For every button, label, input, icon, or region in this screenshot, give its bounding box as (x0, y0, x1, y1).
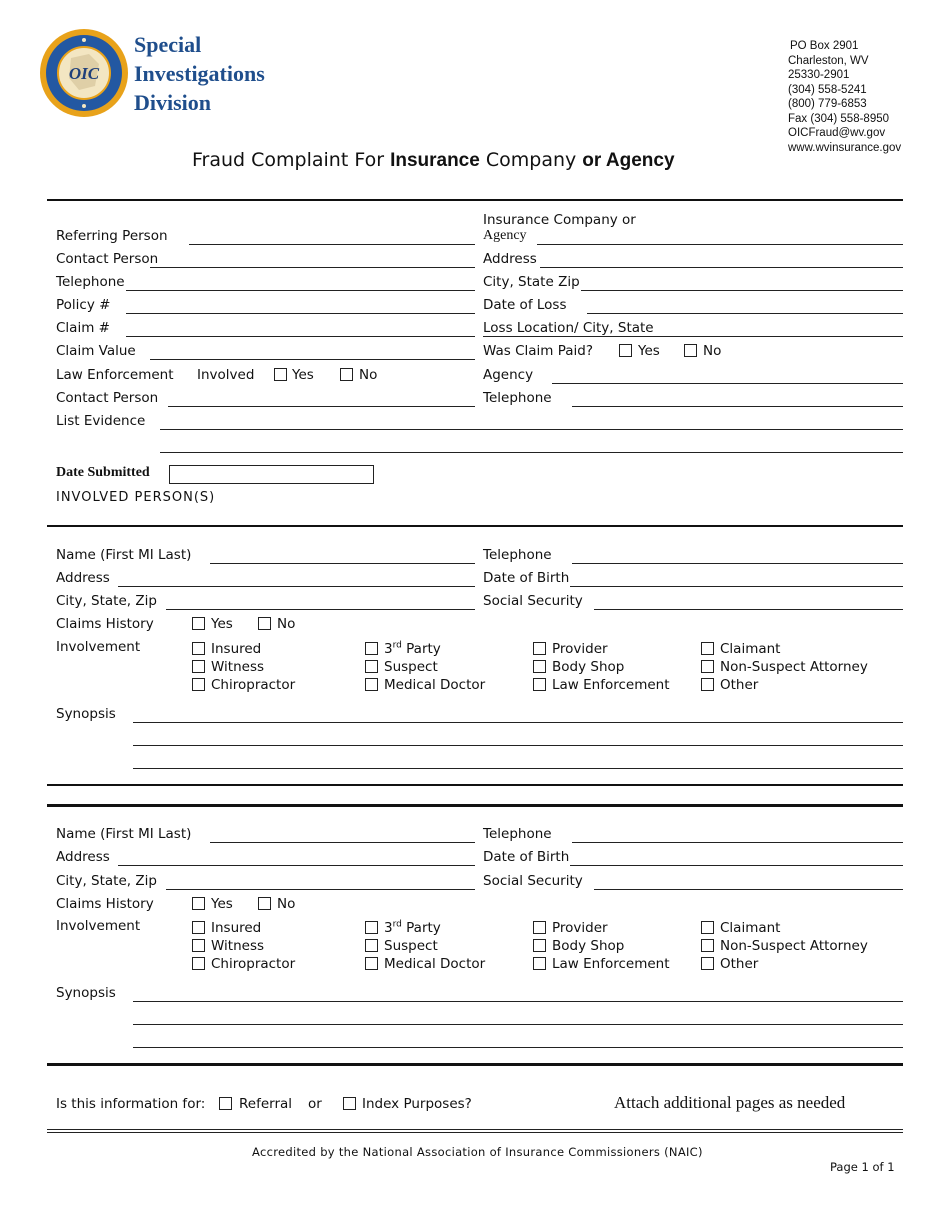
law-enforcement-no-label: No (359, 367, 378, 383)
person2-other-label: Other (720, 956, 759, 972)
oic-seal-icon (39, 28, 129, 118)
contact-zip: 25330-2901 (788, 69, 850, 81)
person2-law-enforcement-label: Law Enforcement (552, 956, 670, 972)
person1-claims-yes-label: Yes (211, 616, 233, 632)
person2-witness-checkbox[interactable] (192, 939, 205, 952)
person2-medical-doctor-checkbox[interactable] (365, 957, 378, 970)
list-evidence-field-1[interactable] (160, 429, 903, 430)
section-divider-4 (47, 1063, 903, 1066)
agency-telephone-field[interactable] (572, 406, 903, 407)
person2-dob-field[interactable] (570, 865, 903, 866)
person1-witness-checkbox[interactable] (192, 660, 205, 673)
list-evidence-label: List Evidence (56, 413, 146, 429)
information-purpose-question: Is this information for: (56, 1096, 206, 1112)
date-submitted-label: Date Submitted (56, 465, 150, 480)
person2-other-checkbox[interactable] (701, 957, 714, 970)
person1-third-party-label: 3rd Party (384, 640, 441, 657)
person1-non-suspect-attorney-checkbox[interactable] (701, 660, 714, 673)
person2-claimant-checkbox[interactable] (701, 921, 714, 934)
contact-website: www.wvinsurance.gov (788, 141, 902, 154)
person1-body-shop-checkbox[interactable] (533, 660, 546, 673)
person1-witness-label: Witness (211, 659, 265, 675)
person1-provider-label: Provider (552, 641, 608, 657)
person1-body-shop-label: Body Shop (552, 659, 625, 675)
referral-label: Referral (239, 1096, 293, 1112)
person1-claims-yes-checkbox[interactable] (192, 617, 205, 630)
contact-city: Charleston, WV (788, 54, 869, 67)
person2-non-suspect-attorney-label: Non-Suspect Attorney (720, 938, 868, 954)
contact-phone-1: (304) 558-5241 (788, 83, 867, 96)
person2-claims-yes-label: Yes (211, 896, 233, 912)
person1-suspect-checkbox[interactable] (365, 660, 378, 673)
list-evidence-field-2[interactable] (160, 452, 903, 453)
person2-city-label: City, State, Zip (56, 873, 157, 889)
person2-insured-label: Insured (211, 920, 262, 936)
person2-synopsis-label: Synopsis (56, 985, 116, 1001)
page-number: Page 1 of 1 (830, 1160, 895, 1174)
person1-address-field[interactable] (118, 586, 475, 587)
claim-value-field[interactable] (150, 359, 475, 360)
person2-provider-label: Provider (552, 920, 608, 936)
division-title-line3: Division (134, 90, 212, 115)
contact-person-field[interactable] (150, 267, 475, 268)
person2-address-field[interactable] (118, 865, 475, 866)
referral-checkbox[interactable] (219, 1097, 232, 1110)
le-contact-person-field[interactable] (168, 406, 475, 407)
person2-third-party-label: 3rd Party (384, 919, 441, 936)
person1-chiropractor-checkbox[interactable] (192, 678, 205, 691)
person1-synopsis-field-2[interactable] (133, 745, 903, 746)
person1-insured-label: Insured (211, 641, 262, 657)
person1-telephone-field[interactable] (572, 563, 903, 564)
person1-third-party-checkbox[interactable] (365, 642, 378, 655)
insurance-company-field[interactable] (537, 244, 903, 245)
loss-location-label: Loss Location/ City, State (483, 320, 654, 336)
telephone-field[interactable] (126, 290, 475, 291)
person2-insured-checkbox[interactable] (192, 921, 205, 934)
person1-claimant-checkbox[interactable] (701, 642, 714, 655)
section-divider-3b (47, 804, 903, 807)
contact-email: OICFraud@wv.gov (788, 127, 886, 139)
person2-city-field[interactable] (166, 889, 475, 890)
person2-involvement-label: Involvement (56, 918, 141, 934)
person1-city-label: City, State, Zip (56, 593, 157, 609)
law-enforcement-yes-checkbox[interactable] (274, 368, 287, 381)
person2-telephone-label: Telephone (483, 826, 552, 842)
person1-other-checkbox[interactable] (701, 678, 714, 691)
claim-paid-yes-checkbox[interactable] (619, 344, 632, 357)
person2-synopsis-field-1[interactable] (133, 1001, 903, 1002)
agency-label: Agency (483, 367, 534, 383)
person2-name-label: Name (First MI Last) (56, 826, 192, 842)
person1-synopsis-field-1[interactable] (133, 722, 903, 723)
loss-location-field[interactable] (483, 336, 903, 337)
person1-chiropractor-label: Chiropractor (211, 677, 296, 693)
section-divider-3a (47, 784, 903, 786)
date-of-loss-field[interactable] (587, 313, 903, 314)
law-enforcement-label: Law Enforcement (56, 367, 174, 383)
footer-divider-b (47, 1132, 903, 1133)
claim-paid-no-checkbox[interactable] (684, 344, 697, 357)
claim-value-label: Claim Value (56, 343, 136, 359)
claim-paid-no-label: No (703, 343, 722, 359)
form-title: Fraud Complaint For Insurance Company or Agency (192, 149, 675, 171)
agency-field[interactable] (552, 383, 903, 384)
date-submitted-input[interactable] (169, 465, 374, 484)
person2-body-shop-label: Body Shop (552, 938, 625, 954)
person1-provider-checkbox[interactable] (533, 642, 546, 655)
person1-insured-checkbox[interactable] (192, 642, 205, 655)
person1-address-label: Address (56, 570, 110, 586)
person1-ssn-label: Social Security (483, 593, 583, 609)
person1-synopsis-label: Synopsis (56, 706, 116, 722)
person1-claims-no-label: No (277, 616, 296, 632)
person1-telephone-label: Telephone (483, 547, 552, 563)
company-address-label: Address (483, 251, 537, 267)
contact-phone-2: (800) 779-6853 (788, 98, 867, 110)
company-address-field[interactable] (540, 267, 903, 268)
person2-dob-label: Date of Birth (483, 849, 570, 865)
person1-suspect-label: Suspect (384, 659, 438, 675)
person2-provider-checkbox[interactable] (533, 921, 546, 934)
person2-claims-no-checkbox[interactable] (258, 897, 271, 910)
insurance-company-label-2: Agency (483, 228, 527, 243)
was-claim-paid-label: Was Claim Paid? (483, 343, 594, 359)
attach-pages-note: Attach additional pages as needed (614, 1093, 846, 1112)
person2-synopsis-field-2[interactable] (133, 1024, 903, 1025)
insurance-company-label: Insurance Company or (483, 212, 636, 228)
footer-divider-a (47, 1129, 903, 1130)
person1-name-label: Name (First MI Last) (56, 547, 192, 563)
involved-persons-heading: INVOLVED PERSON(S) (56, 490, 216, 505)
person1-claims-history-label: Claims History (56, 616, 154, 632)
section-divider-2 (47, 525, 903, 527)
index-purposes-label: Index Purposes? (362, 1096, 472, 1112)
or-label: or (308, 1096, 322, 1112)
claim-paid-yes-label: Yes (638, 343, 660, 359)
contact-block (788, 39, 901, 155)
person2-ssn-field[interactable] (594, 889, 903, 890)
section-divider-top (47, 199, 903, 201)
agency-telephone-label: Telephone (483, 390, 552, 406)
referring-person-field[interactable] (189, 244, 475, 245)
company-city-state-zip-label: City, State Zip (483, 274, 580, 290)
person2-ssn-label: Social Security (483, 873, 583, 889)
person2-suspect-checkbox[interactable] (365, 939, 378, 952)
person1-medical-doctor-checkbox[interactable] (365, 678, 378, 691)
person2-claims-history-label: Claims History (56, 896, 154, 912)
contact-pobox: PO Box 2901 (790, 40, 859, 52)
person2-synopsis-field-3[interactable] (133, 1047, 903, 1048)
claim-field[interactable] (126, 336, 475, 337)
person1-dob-label: Date of Birth (483, 570, 570, 586)
division-title-line2: Investigations (134, 61, 265, 86)
person1-claimant-label: Claimant (720, 641, 781, 657)
claim-label: Claim # (56, 320, 110, 336)
person1-name-field[interactable] (210, 563, 475, 564)
person1-claims-no-checkbox[interactable] (258, 617, 271, 630)
person1-involvement-label: Involvement (56, 639, 141, 655)
policy-field[interactable] (126, 313, 475, 314)
referring-person-label: Referring Person (56, 228, 168, 244)
person1-law-enforcement-label: Law Enforcement (552, 677, 670, 693)
person2-name-field[interactable] (210, 842, 475, 843)
oic-seal (39, 28, 129, 118)
contact-person-label: Contact Person (56, 251, 159, 267)
person1-synopsis-field-3[interactable] (133, 768, 903, 769)
le-contact-person-label: Contact Person (56, 390, 159, 406)
person2-telephone-field[interactable] (572, 842, 903, 843)
person1-medical-doctor-label: Medical Doctor (384, 677, 486, 693)
person2-address-label: Address (56, 849, 110, 865)
involved-label: Involved (197, 367, 255, 383)
telephone-label: Telephone (56, 274, 125, 290)
person2-suspect-label: Suspect (384, 938, 438, 954)
person2-chiropractor-checkbox[interactable] (192, 957, 205, 970)
division-title-line1: Special (134, 32, 202, 57)
person1-city-field[interactable] (166, 609, 475, 610)
law-enforcement-no-checkbox[interactable] (340, 368, 353, 381)
person1-law-enforcement-checkbox[interactable] (533, 678, 546, 691)
person1-ssn-field[interactable] (594, 609, 903, 610)
person2-claimant-label: Claimant (720, 920, 781, 936)
person2-body-shop-checkbox[interactable] (533, 939, 546, 952)
person2-medical-doctor-label: Medical Doctor (384, 956, 486, 972)
company-city-state-zip-field[interactable] (581, 290, 903, 291)
person1-other-label: Other (720, 677, 759, 693)
accreditation-note: Accredited by the National Association of Insurance Commissioners (NAIC) (252, 1145, 703, 1159)
index-purposes-checkbox[interactable] (343, 1097, 356, 1110)
person2-third-party-checkbox[interactable] (365, 921, 378, 934)
contact-fax: Fax (304) 558-8950 (788, 112, 890, 125)
person2-non-suspect-attorney-checkbox[interactable] (701, 939, 714, 952)
seal-logo-text: OIC (68, 64, 100, 83)
date-of-loss-label: Date of Loss (483, 297, 567, 313)
person1-dob-field[interactable] (570, 586, 903, 587)
law-enforcement-yes-label: Yes (292, 367, 314, 383)
person1-non-suspect-attorney-label: Non-Suspect Attorney (720, 659, 868, 675)
person2-claims-no-label: No (277, 896, 296, 912)
person2-claims-yes-checkbox[interactable] (192, 897, 205, 910)
person2-witness-label: Witness (211, 938, 265, 954)
person2-law-enforcement-checkbox[interactable] (533, 957, 546, 970)
policy-label: Policy # (56, 297, 111, 313)
person2-chiropractor-label: Chiropractor (211, 956, 296, 972)
